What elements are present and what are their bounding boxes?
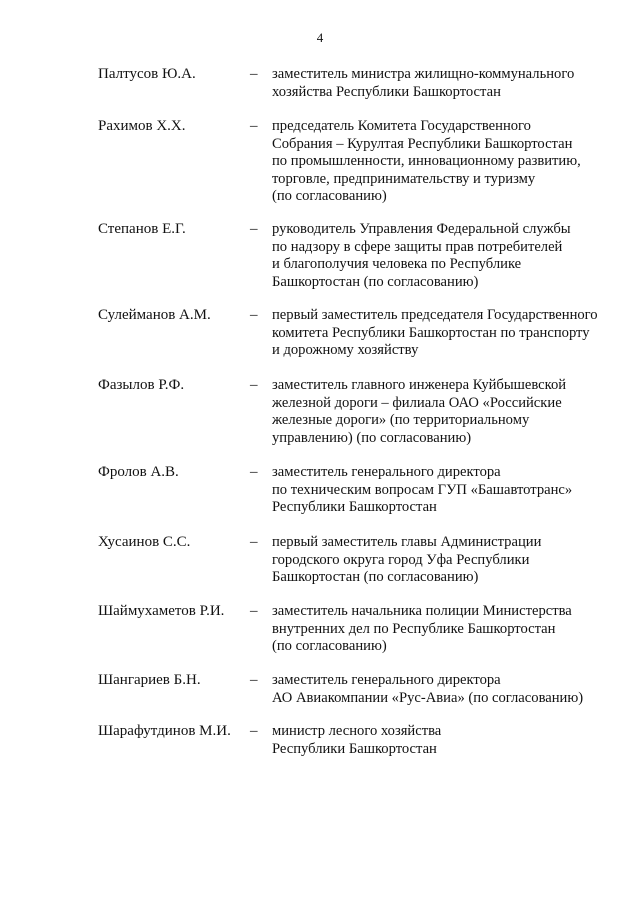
dash-separator: –: [250, 377, 258, 393]
dash-separator: –: [250, 118, 258, 134]
dash-separator: –: [250, 603, 258, 619]
member-name: Степанов Е.Г.: [98, 221, 186, 237]
position-line: Собрания – Курултая Республики Башкортостан: [272, 135, 573, 152]
dash-separator: –: [250, 307, 258, 323]
dash-separator: –: [250, 464, 258, 480]
dash-separator: –: [250, 66, 258, 82]
position-line: торговле, предпринимательству и туризму: [272, 170, 536, 187]
member-name: Рахимов Х.Х.: [98, 118, 186, 134]
member-position: [272, 307, 598, 360]
member-name: Палтусов Ю.А.: [98, 66, 196, 82]
page-number: 4: [316, 30, 324, 45]
dash-separator: –: [250, 723, 258, 739]
dash-separator: –: [250, 672, 258, 688]
position-line: заместитель начальника полиции Министерства: [272, 603, 572, 619]
position-line: и дорожному хозяйству: [272, 342, 419, 358]
position-line: внутренних дел по Республике Башкортостан: [272, 620, 556, 637]
position-line: заместитель генерального директора: [272, 464, 501, 480]
member-position: [272, 66, 574, 101]
position-line: железные дороги» (по территориальному: [272, 412, 530, 428]
member-name: Шарафутдинов М.И.: [98, 723, 231, 739]
member-position: [272, 672, 583, 707]
member-position: [272, 377, 566, 447]
position-line: председатель Комитета Государственного: [272, 118, 531, 134]
position-line: (по согласованию): [272, 188, 387, 204]
position-line: АО Авиакомпании «Рус-Авиа» (по согласованию): [272, 689, 584, 706]
position-line: заместитель главного инженера Куйбышевской: [272, 377, 567, 393]
member-position: [272, 464, 572, 517]
position-line: по техническим вопросам ГУП «Башавтотранс»: [272, 481, 573, 498]
member-position: [272, 118, 581, 206]
position-line: министр лесного хозяйства: [272, 723, 442, 739]
position-line: по надзору в сфере защиты прав потребителей: [272, 238, 563, 255]
position-line: комитета Республики Башкортостан по транспорту: [272, 324, 590, 341]
position-line: первый заместитель главы Администрации: [272, 534, 542, 550]
dash-separator: –: [250, 534, 258, 550]
member-position: [272, 221, 571, 291]
member-position: [272, 603, 572, 656]
position-line: городского округа город Уфа Республики: [272, 551, 530, 568]
position-line: Республики Башкортостан: [272, 740, 437, 757]
position-line: Башкортостан (по согласованию): [272, 569, 479, 585]
position-line: Башкортостан (по согласованию): [272, 273, 479, 290]
position-line: первый заместитель председателя Государственного: [272, 307, 598, 323]
position-line: железной дороги – филиала ОАО «Российские: [272, 394, 562, 411]
position-line: управлению) (по согласованию): [272, 429, 472, 446]
member-name: Фазылов Р.Ф.: [98, 377, 185, 393]
position-line: заместитель министра жилищно-коммунального: [272, 66, 575, 82]
member-name: Шангариев Б.Н.: [98, 672, 201, 688]
position-line: хозяйства Республики Башкортостан: [272, 83, 501, 100]
member-name: Шаймухаметов Р.И.: [98, 603, 225, 619]
position-line: и благополучия человека по Республике: [272, 256, 522, 272]
dash-separator: –: [250, 221, 258, 237]
member-position: [272, 534, 541, 587]
member-position: [272, 723, 441, 758]
position-line: Республики Башкортостан: [272, 499, 437, 515]
member-name: Сулейманов А.М.: [98, 307, 211, 323]
position-line: руководитель Управления Федеральной службы: [272, 221, 571, 237]
member-name: Фролов А.В.: [98, 464, 179, 480]
member-name: Хусаинов С.С.: [98, 534, 191, 550]
position-line: заместитель генерального директора: [272, 672, 501, 688]
position-line: (по согласованию): [272, 638, 387, 654]
position-line: по промышленности, инновационному развитию,: [272, 153, 581, 169]
